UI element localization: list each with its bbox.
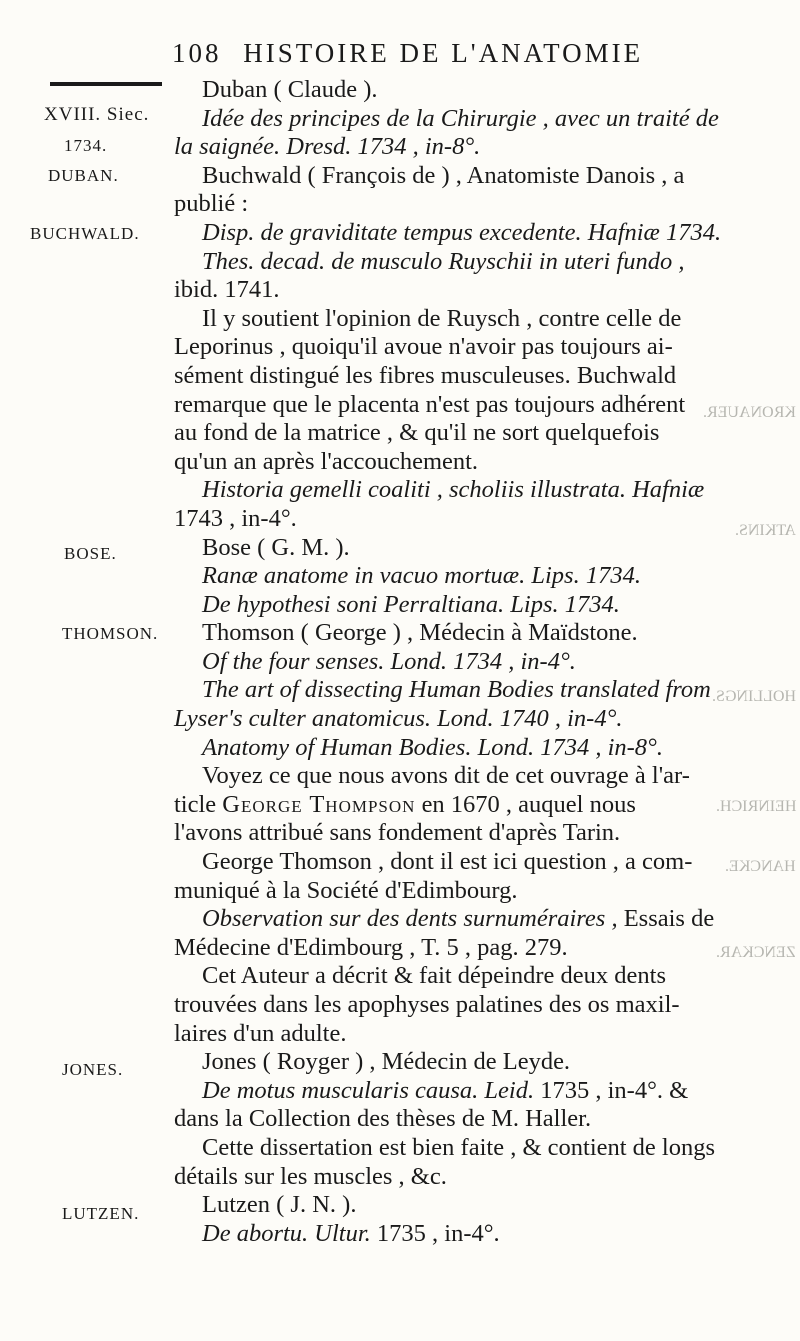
running-title: HISTOIRE DE L'ANATOMIE (243, 38, 644, 68)
text-line: laires d'un adulte. (174, 1019, 347, 1047)
text-line: l'avons attribué sans fondement d'après Tarin. (174, 819, 621, 847)
text-line: Duban ( Claude ). (202, 76, 378, 103)
text-line: Cette dissertation est bien faite , & contient de longs (202, 1133, 716, 1161)
page-number: 108 (172, 38, 222, 68)
text-line: la saignée. Dresd. 1734 , in-8°. (174, 133, 481, 161)
text-line (174, 905, 760, 934)
margin-note-duban: DUBAN. (48, 166, 119, 185)
text-line: sément distingué les fibres musculeuses. Buchwald (174, 361, 677, 389)
bleed-through-text: ATKINS. (735, 522, 796, 539)
text-line: Lutzen ( J. N. ). (202, 1191, 357, 1219)
text-span: 1735 , in-4°. (376, 1219, 500, 1247)
text-line: Idée des principes de la Chirurgie , avec un traité de (202, 104, 719, 132)
bleed-through-text: ZENCKAR. (716, 944, 796, 961)
text-line: Jones ( Royger ) , Médecin de Leyde. (202, 1048, 571, 1076)
text-line: publié : (174, 190, 249, 218)
margin-note-lutzen: LUTZEN. (62, 1204, 140, 1223)
text-line: Disp. de graviditate tempus excedente. Hafniæ 1734. (202, 218, 722, 246)
text-line: Leporinus , quoiqu'il avoue n'avoir pas toujours ai- (174, 333, 673, 361)
text-span: Essais de (623, 905, 715, 933)
text-line: Historia gemelli coaliti , scholiis illustrata. Hafniæ (202, 476, 705, 504)
text-line: Il y soutient l'opinion de Ruysch , contre celle de (202, 304, 682, 332)
text-line: dans la Collection des thèses de M. Haller. (174, 1105, 592, 1133)
text-line: ibid. 1741. (174, 276, 280, 304)
header-rule (50, 82, 162, 86)
text-line: au fond de la matrice , & qu'il ne sort quelquefois (174, 419, 660, 447)
text-span: Observation sur des dents surnuméraires , (202, 905, 618, 933)
text-span: en 1670 , auquel nous (421, 790, 636, 818)
text-line: Médecine d'Edimbourg , T. 5 , pag. 279. (174, 933, 568, 961)
margin-note-bose: BOSE. (64, 544, 117, 563)
text-line: Of the four senses. Lond. 1734 , in-4°. (202, 647, 576, 675)
main-text (174, 76, 760, 1248)
text-span: De abortu. Ultur. (202, 1219, 371, 1247)
margin-note-jones: JONES. (62, 1060, 124, 1079)
text-span: De motus muscularis causa. Leid. (202, 1076, 535, 1104)
bleed-through-text: KRONAUER. (703, 404, 796, 421)
text-line (174, 791, 760, 820)
text-line: trouvées dans les apophyses palatines des os maxil- (174, 991, 680, 1018)
text-line: Voyez ce que nous avons dit de cet ouvrage à l'ar- (202, 762, 690, 790)
text-line: Ranæ anatome in vacuo mortuæ. Lips. 1734. (202, 562, 641, 590)
person-name-smallcaps: George Thompson (222, 790, 416, 818)
text-line: qu'un an après l'accouchement. (174, 447, 479, 475)
text-span: ticle (174, 790, 217, 818)
text-line: Cet Auteur a décrit & fait dépeindre deux dents (202, 962, 666, 990)
margin-note-century: XVIII. Siec. (44, 104, 150, 125)
text-line: Thomson ( George ) , Médecin à Maïdstone. (202, 619, 638, 647)
text-line: Lyser's culter anatomicus. Lond. 1740 , in-4°. (174, 705, 623, 733)
margin-note-buchwald: BUCHWALD. (30, 224, 140, 243)
running-header (172, 38, 772, 69)
text-line: Buchwald ( François de ) , Anatomiste Danois , a (202, 161, 685, 189)
text-line: muniqué à la Société d'Edimbourg. (174, 876, 518, 904)
text-line: The art of dissecting Human Bodies translated from (202, 676, 711, 704)
text-line: Anatomy of Human Bodies. Lond. 1734 , in-8°. (202, 733, 663, 761)
margin-note-thomson: THOMSON. (62, 624, 159, 643)
bleed-through-text: HOLLINGS. (712, 688, 796, 705)
text-line (174, 1077, 760, 1106)
text-line: Bose ( G. M. ). (202, 533, 350, 561)
margin-note-year: 1734. (64, 136, 108, 155)
text-line: Thes. decad. de musculo Ruyschii in uteri fundo , (202, 247, 685, 275)
bleed-through-text: HANCKE. (725, 858, 796, 875)
text-line (174, 1220, 760, 1249)
text-line: remarque que le placenta n'est pas toujours adhérent (174, 390, 686, 418)
text-line: De hypothesi soni Perraltiana. Lips. 1734. (202, 590, 620, 618)
text-span: 1735 , in-4°. & (540, 1076, 689, 1104)
text-line: détails sur les muscles , &c. (174, 1162, 447, 1190)
text-line: 1743 , in-4°. (174, 504, 297, 532)
bleed-through-text: HEINRICH. (715, 798, 796, 815)
text-line: George Thomson , dont il est ici question , a com- (202, 848, 693, 876)
